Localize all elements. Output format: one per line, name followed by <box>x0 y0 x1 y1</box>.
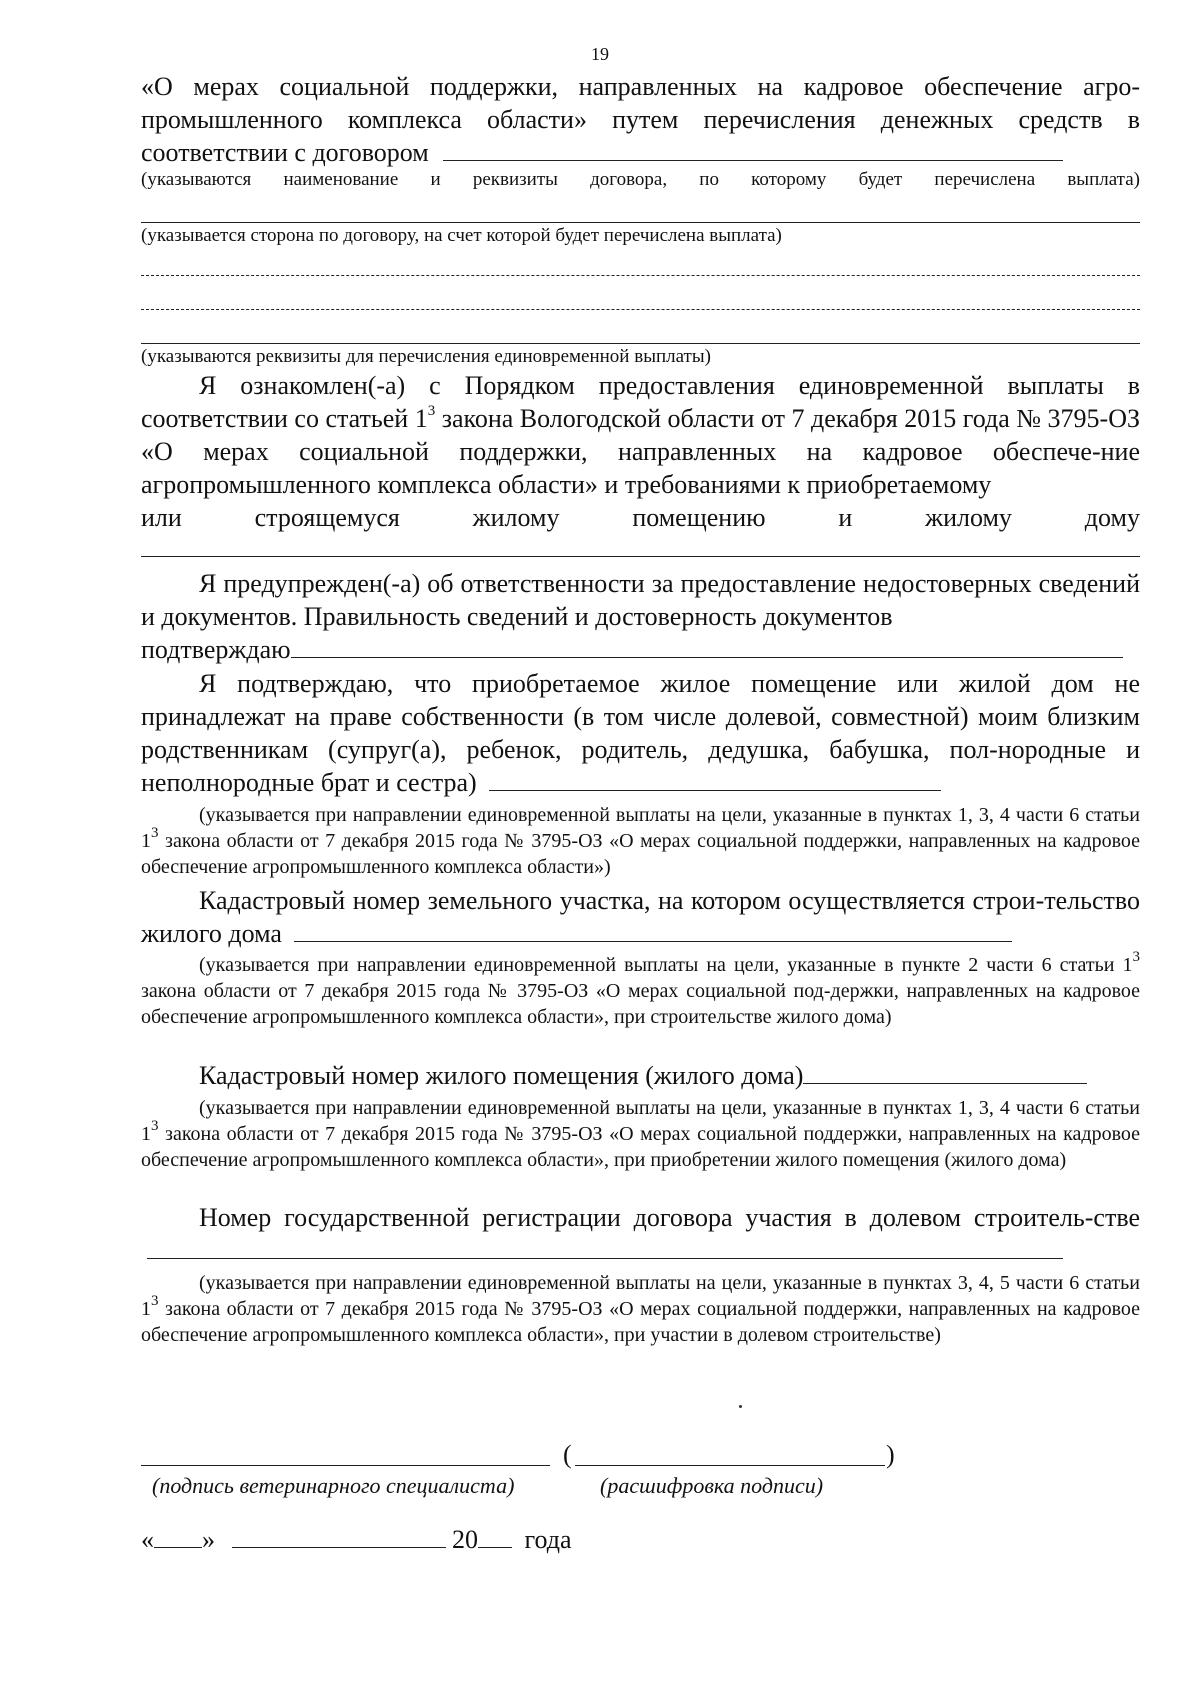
intro-paragraph <box>141 70 1140 169</box>
acknowledgement-last-word-2: жилому <box>472 503 560 532</box>
relatives-field[interactable] <box>489 768 941 791</box>
registration-field[interactable] <box>147 1236 1063 1259</box>
contract-hint-word-1: наименование <box>283 169 399 190</box>
intro-line-1: «О мерах социальной поддержки, направленных на кадровое обеспечение агро- <box>141 72 1140 101</box>
land-note-a: (указывается при направлении единовременной выплаты на цели, указанные в пункте 2 части 6 статьи 1 <box>199 954 1133 976</box>
year-field[interactable] <box>478 1525 512 1548</box>
month-field[interactable] <box>232 1525 446 1548</box>
signature-decode-field[interactable] <box>575 1465 885 1466</box>
registration-paragraph <box>141 1201 1140 1267</box>
registration-note <box>141 1270 1140 1348</box>
details-hint: (указываются реквизиты для перечисления единовременной выплаты) <box>141 346 711 367</box>
acknowledgement-last-word-5: жилому <box>925 503 1012 532</box>
contract-hint-word-0: (указываются <box>141 169 252 190</box>
contract-hint-word-8: перечислена <box>934 169 1036 190</box>
confirm-field[interactable] <box>291 635 1123 658</box>
housing-cadastral-paragraph <box>141 1059 1140 1092</box>
contract-hint-word-3: реквизиты <box>472 169 558 190</box>
registration-label: Номер государственной регистрации договора участия в долевом строитель-стве <box>199 1203 1140 1232</box>
contract-hint <box>141 168 1140 192</box>
acknowledgement-last-word-1: строящемуся <box>254 503 400 532</box>
signature-decode-caption: (расшифровка подписи) <box>600 1473 824 1498</box>
relatives-note-superscript: 3 <box>151 825 159 842</box>
acknowledgement-paragraph <box>141 369 1140 501</box>
contract-hint-word-2: и <box>430 169 441 190</box>
party-hint: (указывается сторона по договору, на счет которой будет перечислена выплата) <box>141 225 782 246</box>
details-field-2[interactable] <box>141 309 1140 310</box>
land-cadastral-field[interactable] <box>294 919 1012 942</box>
land-cadastral-paragraph <box>141 884 1140 950</box>
intro-line-3 <box>141 136 1140 169</box>
acknowledgement-field[interactable] <box>141 556 1140 557</box>
acknowledgement-last-line <box>141 501 1140 534</box>
confirm-line <box>141 633 1140 666</box>
scan-speck <box>739 1405 742 1408</box>
details-field-3[interactable] <box>141 343 1140 344</box>
relatives-note-b: закона области от 7 декабря 2015 года № 3795-ОЗ «О мерах социальной поддержки, направленных на кадровое обеспечение агропромышленного комплекса области») <box>141 830 1140 878</box>
housing-cadastral-note <box>141 1095 1140 1173</box>
housing-note-a: (указывается при направлении единовременной выплаты на цели, указанные в пунктах 1, 3, 4 части 6 статьи 1 <box>141 1097 1140 1145</box>
page-number: 19 <box>591 44 609 64</box>
contract-hint-word-5: по <box>699 169 719 190</box>
contract-field[interactable] <box>443 138 1063 161</box>
day-field[interactable] <box>154 1525 202 1548</box>
article-superscript: 3 <box>427 403 436 420</box>
party-field[interactable] <box>141 222 1140 223</box>
details-field-1[interactable] <box>141 275 1140 276</box>
land-cadastral-note <box>141 949 1140 1030</box>
housing-cadastral-label: Кадастровый номер жилого помещения (жилого дома) <box>199 1061 804 1090</box>
intro-line-2: промышленного комплекса области» путем перечисления денежных средств в <box>141 105 1140 134</box>
relatives-text: Я подтверждаю, что приобретаемое жилое помещение или жилой дом не принадлежат на праве собственности (в том числе долевой, совместной) моим близким родственникам (супруг(а), ребенок, родитель, дедушка, бабушка, пол-нородные и неполнородные брат и сестра) <box>141 669 1140 797</box>
relatives-note-a: (указывается при направлении единовременной выплаты на цели, указанные в пунктах 1, 3, 4 части 6 статьи 1 <box>141 804 1140 852</box>
registration-note-superscript: 3 <box>151 1293 159 1310</box>
registration-note-b: закона области от 7 декабря 2015 года № 3795-ОЗ «О мерах социальной поддержки, направленных на кадровое обеспечение агропромышленного комплекса области», при участии в долевом строительстве) <box>141 1298 1140 1346</box>
registration-note-a: (указывается при направлении единовременной выплаты на цели, указанные в пунктах 3, 4, 5 части 6 статьи 1 <box>141 1272 1140 1320</box>
decode-open-paren: ( <box>563 1440 572 1469</box>
signature-field[interactable] <box>141 1465 550 1466</box>
acknowledgement-last-word-4: и <box>838 503 853 532</box>
land-note-b: закона области от 7 декабря 2015 года № 3795-ОЗ «О мерах социальной под-держки, направленных на кадровое обеспечение агропромышленного комплекса области», при строительстве жилого дома) <box>141 980 1140 1028</box>
housing-note-superscript: 3 <box>151 1118 159 1135</box>
land-note-superscript: 3 <box>1132 949 1140 966</box>
relatives-note <box>141 802 1140 880</box>
confirm-label: подтверждаю <box>141 635 291 664</box>
land-cadastral-label: Кадастровый номер земельного участка, на котором осуществляется строи-тельство жилого дома <box>141 886 1140 948</box>
year-prefix: 20 <box>452 1525 478 1554</box>
housing-note-b: закона области от 7 декабря 2015 года № 3795-ОЗ «О мерах социальной поддержки, направленных на кадровое обеспечение агропромышленного комплекса области», при приобретении жилого помещения (жилого дома) <box>141 1123 1140 1171</box>
contract-hint-word-9: выплата) <box>1067 169 1140 190</box>
warning-paragraph: Я предупрежден(-а) об ответственности за предоставление недостоверных сведений и документов. Правильность сведений и достоверность документов <box>141 569 1140 631</box>
acknowledgement-last-word-3: помещению <box>632 503 766 532</box>
contract-label: соответствии с договором <box>141 138 429 167</box>
contract-hint-word-6: которому <box>751 169 827 190</box>
contract-hint-word-4: договора, <box>590 169 668 190</box>
acknowledgement-last-word-6: дому <box>1084 503 1140 532</box>
acknowledgement-text-b: закона Вологодской области от 7 декабря 2015 года № 3795-ОЗ «О мерах социальной поддержки, направленных на кадровое обеспече-ние агропромышленного комплекса области» и требованиями к приобретаемому <box>141 404 1140 499</box>
acknowledgement-text-a: Я ознакомлен(-а) с Порядком предоставления единовременной выплаты в соответствии со статьей 1 <box>141 371 1140 433</box>
decode-close-paren: ) <box>886 1440 895 1469</box>
date-line <box>141 1525 572 1555</box>
year-suffix: года <box>524 1525 572 1554</box>
day-quote-open: « <box>141 1525 154 1554</box>
day-quote-close: » <box>202 1525 215 1554</box>
housing-cadastral-field[interactable] <box>803 1061 1087 1084</box>
signature-caption: (подпись ветеринарного специалиста) <box>152 1473 515 1498</box>
relatives-paragraph <box>141 667 1140 799</box>
contract-hint-word-7: будет <box>858 169 903 190</box>
acknowledgement-last-word-0: или <box>141 503 182 532</box>
